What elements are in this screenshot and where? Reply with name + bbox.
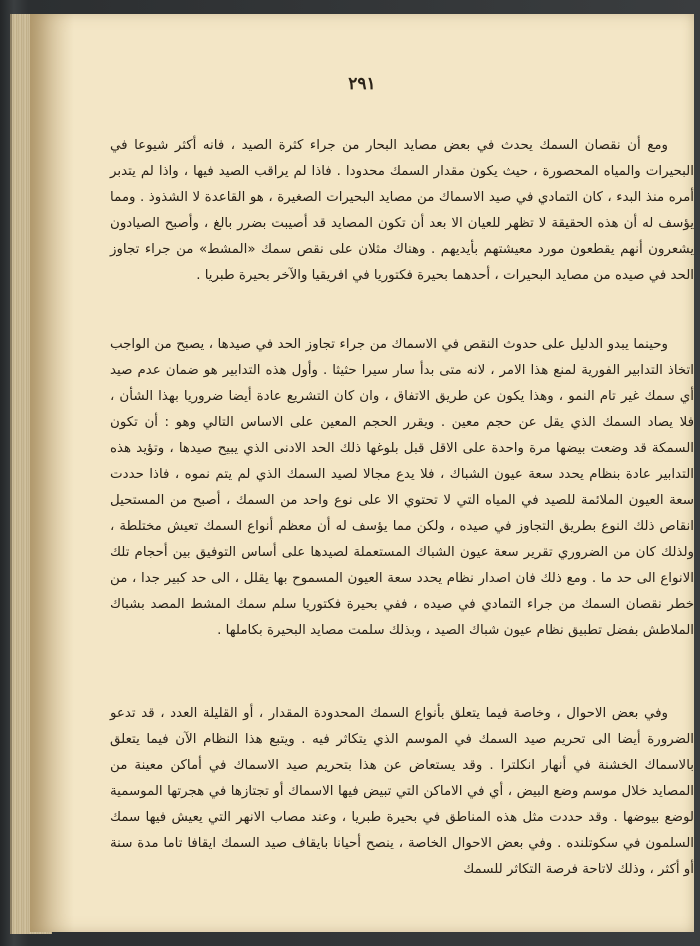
page-gutter-shadow [30, 14, 74, 932]
paragraph-2: وحينما يبدو الدليل على حدوث النقص في الاسماك من جراء تجاوز الحد في صيدها ، يصبح من الواجب اتخاذ التدابير الفورية لمنع هذا الامر ، لانه متى بدأ سار سيرا حثيثا . وأول هذه التدابير هو ضمان عدم صيد أي سمك غير تام النمو ، وهذا يكون عن طريق الاتفاق ، وان كان التشريع عادة أيضا ضروريا بهذا الشأن ، فلا يصاد السمك الذي يقل عن حجم معين . ويقرر الحجم المعين على الاساس التالي وهو : أن تكون السمكة قد وضعت بيضها مرة واحدة على الاقل قبل بلوغها ذلك الحد الادنى الذي يبيح صيدها ، وتؤيد هذه التدابير عادة بنظام يحدد سعة عيون الشباك ، فلا يدع مجالا لصيد السمك الذي لم يتم نموه ، فاذا حددت سعة العيون الملائمة للصيد في المياه التي لا تحتوي الا على نوع واحد من السمك ، أصبح من المستحيل انقاص ذلك النوع بطريق التجاوز في صيده ، ولكن مما يؤسف له أن معظم أنواع السمك تعيش مختلطة ، ولذلك كان من الضروري تقرير سعة عيون الشباك المستعملة لصيدها على أساس التوفيق بين أحجام تلك الانواع الى حد ما . ومع ذلك فان اصدار نظام يحدد سعة العيون المسموح بها يقلل ، الى حد كبير جدا ، من خطر نقصان السمك من جراء التمادي في صيده ، ففي بحيرة فكتوريا سلم سمك المشط المصد بشباك الملاطش بفضل تطبيق نظام عيون شباك الصيد ، وبذلك سلمت مصايد البحيرة بكاملها . [110, 337, 694, 639]
book-page [30, 14, 694, 932]
paragraph-1: ومع أن نقصان السمك يحدث في بعض مصايد البحار من جراء كثرة الصيد ، فانه أكثر شيوعا في البحيرات والمياه المحصورة ، حيث يكون مقدار السمك محدودا . فاذا لم يراقب الصيد فيها ، واذا لم يتدبر أمره منذ البدء ، كان التمادي في صيد الاسماك من مصايد البحيرات الصغيرة ، هو القاعدة لا الشذوذ . ومما يؤسف له أن هذه الحقيقة لا تظهر للعيان الا بعد أن تكون المصايد قد أصيبت بضرر بالغ ، وأصبح الصيادون يشعرون أنهم يقطعون مورد معيشتهم بأيديهم . وهناك مثلان على نقص سمك «المشط» من جراء تجاوز الحد في صيده من مصايد البحيرات ، أحدهما بحيرة فكتوريا في افريقيا والآخر بحيرة طبريا . [110, 138, 694, 284]
page-number: ٢٩١ [348, 74, 376, 94]
paragraph-3: وفي بعض الاحوال ، وخاصة فيما يتعلق بأنواع السمك المحدودة المقدار ، أو القليلة العدد ، قد تدعو الضرورة أيضا الى تحريم صيد السمك في الموسم الذي يتكاثر فيه . ويتبع هذا النظام الآن فيما يتعلق بالاسماك الخشنة في أنهار انكلترا . وقد يستعاض عن هذا بتحريم صيد الاسماك في أماكن معينة من المصايد خلال موسم وضع البيض ، أي في الاماكن التي تبيض فيها الاسماك أو تجتازها في هجرتها الموسمية لوضع بيوضها . وقد حددت مثل هذه المناطق في بحيرة طبريا ، وعند مصاب الانهر التي يعيش فيها سمك السلمون في سكوتلنده . وفي بعض الاحوال الخاصة ، ينصح أحيانا بايقاف صيد السمك ايقافا تاما مدة سنة أو أكثر ، وذلك لاتاحة فرصة التكاثر للسمك [110, 706, 694, 878]
